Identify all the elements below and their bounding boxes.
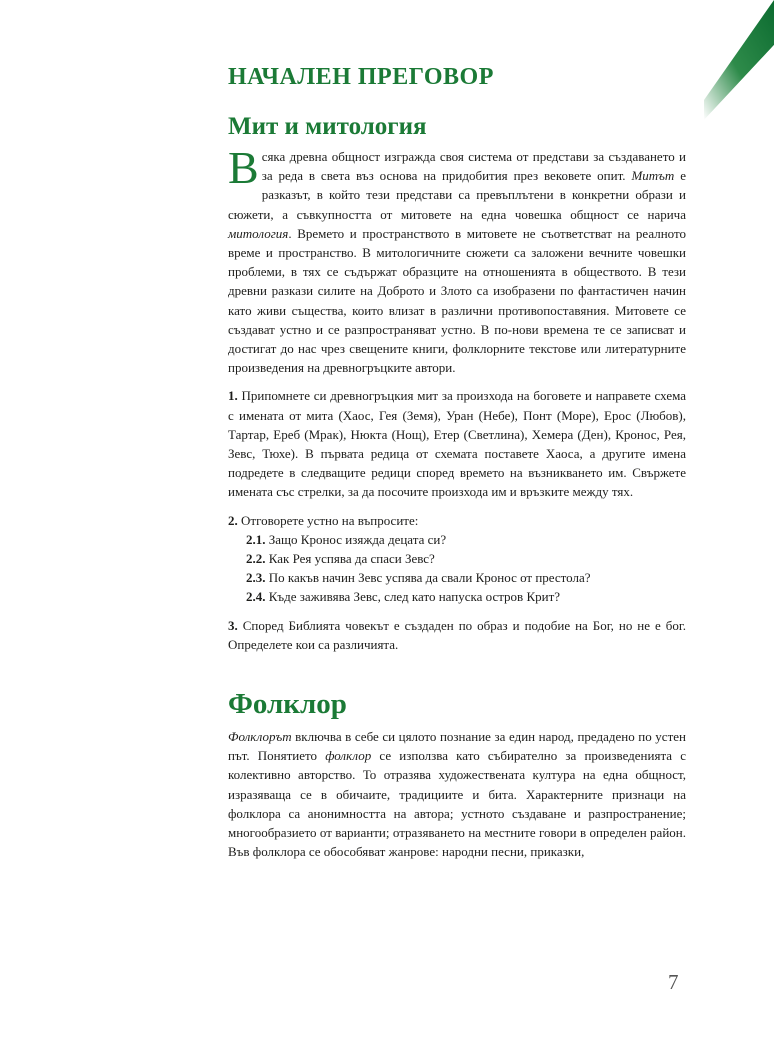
folklore-paragraph: Фолклорът включва в себе си цялото познание за един народ, предадено по устен път. Понятието фолклор се използва като събирателно за произведенията с колективно авторство. То отразява художествената култура на една общност, изразяваща се в обичаите, традициите и бита. Характерните признаци на фолклора са анонимността на автора; устното създаване и разпространение; многообразието от варианти; отразяването на местните говори в определен район. Във фолклора се обособяват жанрове: народни песни, приказки, (228, 729, 686, 860)
myth-paragraph: Всяка древна общност изгражда своя система от представи за създаването и за реда в света въз основа на придобития през вековете опит. Митът е разказът, в който тези представи са превъплътени в конкретни образи и сюжети, а съвкупността от митовете на една човешка общност се нарича митология. Времето и пространството в митовете не съответстват на реалното време и пространство. В митологичните сюжети са заложени вечните човешки проблеми, в тях се съдържат образците на отношенията в обществото. В тези древни разкази силите на Доброто и Злото са изобразени по фантастичен начин като живи същества, които влизат в различни противопоставяния. Митовете се създават устно и се разпространяват устно. В по-нови времена те се записват и достигат до нас чрез свещените книги, фолклорните текстове или литературните произведения на древногръцките автори. (228, 142, 686, 376)
task-2-2: 2.2. Как Рея успява да спаси Зевс? (246, 551, 435, 567)
page-content (228, 64, 686, 862)
section-title-myth: Мит и митология (228, 113, 427, 140)
task-2-4: 2.4. Къде заживява Зевс, след като напуска остров Крит? (246, 589, 561, 605)
corner-decoration (704, 0, 774, 120)
page-heading: НАЧАЛЕН ПРЕГОВОР (228, 64, 494, 90)
task-2-1: 2.1. Защо Кронос изяжда децата си? (246, 531, 447, 547)
page-number: 7 (668, 970, 679, 994)
task-2: 2. Отговорете устно на въпросите: (228, 512, 419, 528)
task-2-3: 2.3. По какъв начин Зевс успява да свали Кронос от престола? (246, 570, 591, 586)
section-title-folklore: Фолклор (228, 688, 347, 721)
task-1: 1. Припомнете си древногръцкия мит за произхода на боговете и направете схема с имената от мита (Хаос, Гея (Земя), Уран (Небе), Понт (Море), Ерос (Любов), Тартар, Ереб (Мрак), Нюкта (Нощ), Етер (Светлина), Хемера (Ден), Кронос, Рея, Зевс, Тюхе). В първата редица от схемата поставете Хаоса, а другите имена подредете в следващите редици според времето на възникването им. Свържете имената със стрелки, за да посочите произхода им и връзките между тях. (228, 388, 686, 500)
dropcap: В (228, 142, 259, 193)
task-3: 3. Според Библията човекът е създаден по образ и подобие на Бог, но не е бог. Определете кои са различията. (228, 617, 686, 652)
